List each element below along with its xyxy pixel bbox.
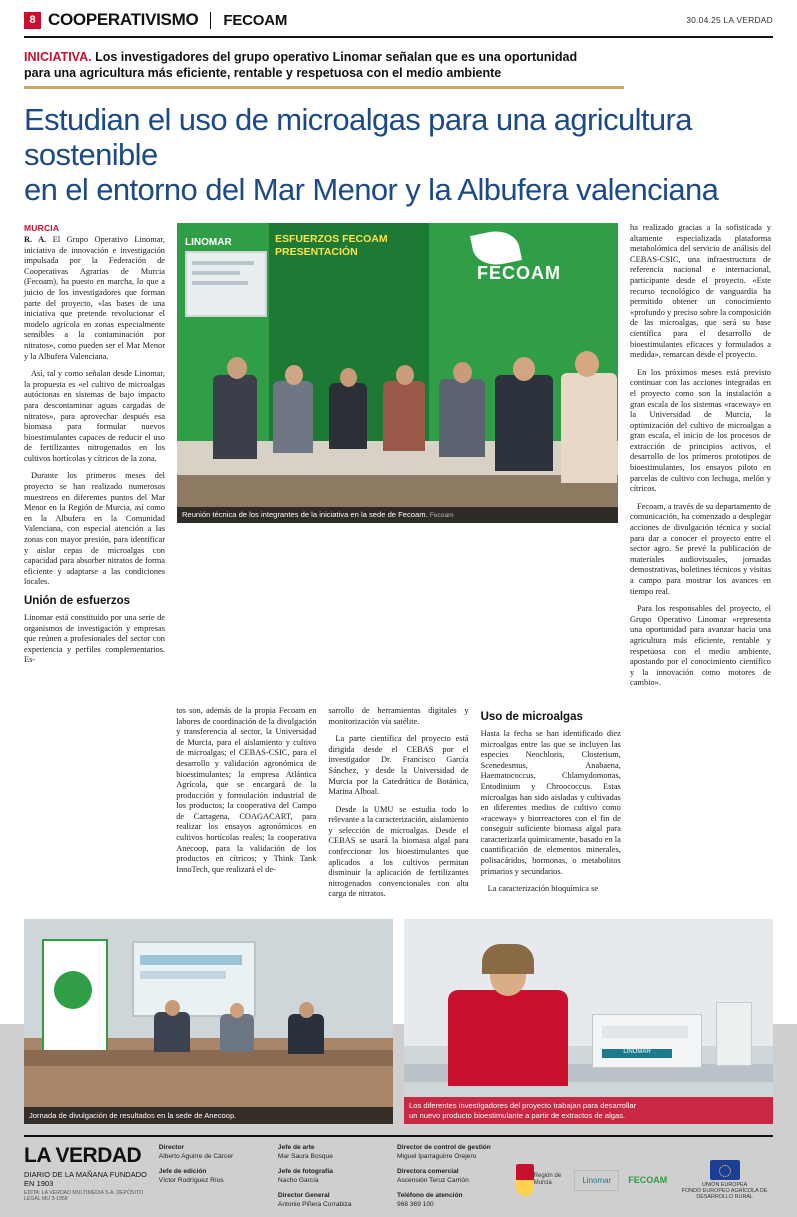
section-title: COOPERATIVISMO xyxy=(48,10,199,29)
staff-name: Alberto Aguirre de Cárcer xyxy=(158,1152,234,1160)
col3-para-2: La parte científica del proyecto está dirigida desde el CEBAS por el investigador Dr. Francisco García Sánchez, y desde la Universidad de Murcia por la Catedrática de Botánica, Marina Alboal. xyxy=(328,734,469,797)
slide-line-1 xyxy=(140,955,242,965)
attendee-2 xyxy=(220,1014,254,1052)
col5-para-2: En los próximos meses está previsto continuar con las acciones integradas en el proyecto como son la instalación a gran escala de los sistemas «raceway» en la Universidad de Murcia, la optimización del cultivo de microalgas a gran escala, el inicio de los procesos de extracción de principios activos, el desarrollo de los primeros prototipos de bioestimulantes, los ensayos piloto en parcelas de cultivo con lechuga, melón y cítricos. xyxy=(630,367,771,494)
eu-flag-icon xyxy=(710,1160,740,1180)
lower-right-caption-line-2: un nuevo producto bioestimulante a partir de extractos de algas. xyxy=(409,1110,626,1120)
lower-right-caption xyxy=(404,1097,773,1124)
main-photo-caption xyxy=(177,507,618,523)
instrument-label: LINOMAR xyxy=(602,1049,672,1058)
region-murcia-label: Región de Murcia xyxy=(533,1173,562,1187)
screen-line-2 xyxy=(192,271,240,275)
staff-role: Director xyxy=(158,1144,185,1152)
col2-para-1: tos son, además de la propia Fecoam en labores de coordinación de la divulgación y transferencia al sector, la Universidad de Murcia, para el aislamiento y cultivo de microalgas; el CEBAS-CSIC, para el desarrollo y validación agronómica de bioestimulantes; la empresa Atlántica Agrícola, que se encargará de la producción y formulación industrial de los productos; la cooperativa del Campo de Cartagena, COAGACART, para realizar los ensayos agronómicos en cultivos hortícolas reales; la cooperativa Anecoop, para la validación de los productos en cítricos; y Think Tank InnoTech, que realizará el de- xyxy=(176,705,317,874)
staff-entry xyxy=(397,1168,516,1185)
person-4-head xyxy=(396,365,414,385)
attendee-3 xyxy=(288,1014,324,1054)
col5-para-3: Fecoam, a través de su departamento de comunicación, ha comenzado a desplegar acciones de divulgación técnica y social para dar a conocer el proyecto entre el sector agro. Se prevé la publicación de materiales audiovisuales, jornadas demostrativas, boletines técnicos y visitas a campo para mostrar los avances en tiempo real. xyxy=(630,501,771,596)
attendee-1-head xyxy=(165,1000,180,1016)
col5-para-4: Para los responsables del proyecto, el Grupo Operativo Linomar «representa una oportunidad para avanzar hacia una agricultura más eficiente, rentable y respetuosa con el medio ambiente, apostando por el conocimiento científico y la innovación como motores de cambio». xyxy=(630,604,771,688)
person-6-head xyxy=(513,357,535,381)
col1-para-3: Durante los primeros meses del proyecto se han realizado numerosos muestreos en diferentes puntos del Mar Menor en la Región de Murcia, así como en la Albufera en la Comunidad Valenciana, con especial atención a las zonas con mayor presión, para identificar y aislar cepas de microalgas con capacidad para absorber nitratos de forma eficiente y adaptarse a las condiciones locales. xyxy=(24,471,165,587)
person-1-head xyxy=(227,357,247,379)
column-4 xyxy=(481,706,621,907)
instrument-display xyxy=(602,1026,688,1038)
column-1 xyxy=(24,223,165,696)
col4-para-1: Hasta la fecha se han identificado diez microalgas entre las que se incluyen las especies Neochloris, Closterium, Scenedesmus, Anabaena, Haematococcus, Chlamydomonas, Entodinium y Chroococcus. Estas microalgas han sido aisladas y cultivadas en diferentes medios de cultivo como «raceway» y biorreactores con el fin de conseguir suficiente biomasa algal para caracterizarla químicamente, basado en la cuantificación de elementos minerales, polisacáridos, hormonas, o metabolitos primarios y secundarios. xyxy=(480,728,621,876)
kicker-label: INICIATIVA. xyxy=(24,50,92,64)
page-title xyxy=(24,102,773,207)
presentation-screen xyxy=(185,251,267,317)
person-5 xyxy=(439,379,485,457)
region-murcia-logo xyxy=(516,1163,565,1197)
date-line: 30.04.25 LA VERDAD xyxy=(686,15,773,25)
staff-entry xyxy=(278,1144,397,1161)
col1-para-1: El Grupo Operativo Linomar, iniciativa de innovación e investigación impulsada por la Federación de Cooperativas Agrarias de Murcia (Fecoam), ha puesto en marcha, lo que a juicio de los investigadores que forman parte del proyecto, «las bases de una iniciativa que pretende revolucionar el modelo agrícola en zonas especialmente sensibles a la contaminación por nitratos», como pueden ser el Mar Menor y la Albufera Valenciana. xyxy=(24,235,166,361)
person-6 xyxy=(495,375,553,471)
footer-staff-col-1 xyxy=(159,1144,278,1217)
person-3 xyxy=(329,383,367,449)
masthead xyxy=(24,10,773,38)
table-edge xyxy=(24,1050,393,1066)
column-1-text xyxy=(24,235,165,588)
staff-name: Víctor Rodríguez Ríos xyxy=(158,1176,224,1184)
column-4-text xyxy=(481,729,621,895)
lower-left-photo xyxy=(24,919,393,1124)
lab-bottle xyxy=(716,1002,752,1066)
col4-para-2: La caracterización bioquímica se xyxy=(487,884,599,894)
staff-role: Directora comercial xyxy=(397,1168,459,1176)
researcher-hair xyxy=(482,944,534,974)
staff-role: Jefe de arte xyxy=(277,1144,315,1152)
staff-name: Antonio Piñera Corrabiza xyxy=(277,1201,352,1208)
attendee-3-head xyxy=(299,1002,314,1018)
researcher-body xyxy=(448,990,568,1086)
shield-icon xyxy=(516,1164,534,1196)
main-photo-caption-text: Reunión técnica de los integrantes de la iniciativa en la sede de Fecoam. xyxy=(182,510,428,519)
footer-brand xyxy=(24,1144,159,1217)
article-mid-block xyxy=(24,706,773,907)
col3-para-1: sarrollo de herramientas digitales y monitorización vía satélite. xyxy=(328,705,469,726)
headline-line-1: Estudian el uso de microalgas para una agricultura sostenible xyxy=(24,102,692,172)
staff-name: 968 369 100 xyxy=(397,1201,434,1208)
lower-left-caption: Jornada de divulgación de resultados en la sede de Anecoop. xyxy=(24,1107,393,1125)
column-5 xyxy=(630,223,771,696)
eu-funding-logo xyxy=(676,1160,773,1200)
column-1b-text xyxy=(24,613,165,666)
column-5-text xyxy=(630,223,771,689)
masthead-divider xyxy=(210,12,211,29)
footer-brand-sub: DIARIO DE LA MAÑANA FUNDADO EN 1903 xyxy=(24,1170,148,1189)
col1b-para-1: Linomar está constituido por una serie de organismos de investigación y empresas que reúnen a profesionales del sector con experiencia y perfiles complementarios. Es- xyxy=(24,613,165,665)
fecoam-footer-logo: FECOAM xyxy=(628,1175,668,1186)
column-1-spacer xyxy=(24,706,164,907)
lower-right-caption-line-1: Los diferentes investigadores del proyecto trabajan para desarrollar xyxy=(409,1101,637,1111)
headline-line-2: en el entorno del Mar Menor y la Albufera valenciana xyxy=(24,172,719,207)
linomar-logo: Linomar xyxy=(574,1170,619,1191)
person-2 xyxy=(273,381,313,453)
footer-legal: EDITA: LA VERDAD MULTIMEDIA S.A. DEPÓSITO LEGAL MU 3-1958 xyxy=(24,1190,144,1203)
person-5-head xyxy=(453,362,472,383)
main-photo-scene xyxy=(177,223,618,523)
lower-right-photo xyxy=(404,919,773,1124)
staff-role: Jefe de fotografía xyxy=(277,1168,333,1176)
col1-para-2: Así, tal y como señalan desde Linomar, la propuesta es «el cultivo de microalgas autóctonas en sistemas de bajo impacto para descontaminar aguas cargadas de nitratos», para aprovechar después esa biomasa para formular nuevos bioestimulantes capaces de reducir el uso de fertilizantes nitrogenados en los cultivos hortícolas y cítricos de la zona. xyxy=(24,369,165,463)
kicker-text xyxy=(24,49,624,81)
person-2-head xyxy=(285,365,303,385)
kicker-line-2: para una agricultura más eficiente, rentable y respetuosa con el medio ambiente xyxy=(24,66,502,80)
staff-name: Ascensión Teruz Carrión xyxy=(397,1176,469,1184)
staff-entry xyxy=(159,1144,278,1161)
page-number: 8 xyxy=(24,12,41,29)
footer-staff-col-2 xyxy=(278,1144,397,1217)
column-2 xyxy=(176,706,316,907)
staff-role: Director General xyxy=(277,1192,330,1200)
person-3-head xyxy=(340,368,357,387)
banner-circle-icon xyxy=(54,971,92,1009)
subhead-uso-de-microalgas: Uso de microalgas xyxy=(480,710,583,723)
column-3 xyxy=(328,706,468,907)
banner-left-text: LINOMAR xyxy=(185,237,232,248)
staff-role: Director de control de gestión xyxy=(397,1144,491,1152)
attendee-1 xyxy=(154,1012,190,1052)
byline: R. A. xyxy=(24,235,47,244)
footer-brand-name: LA VERDAD xyxy=(24,1144,142,1168)
footer-staff-col-3 xyxy=(397,1144,516,1217)
column-3-text xyxy=(328,706,468,900)
person-1 xyxy=(213,375,257,459)
staff-name: Miguel Iparraguirre Orejero xyxy=(397,1152,477,1160)
attendee-2-head xyxy=(230,1003,244,1018)
person-7-head xyxy=(575,351,599,377)
kicker-block xyxy=(24,49,624,89)
main-photo xyxy=(177,223,618,523)
main-photo-credit: Fecoam xyxy=(429,512,454,519)
staff-entry xyxy=(278,1168,397,1185)
eu-line-1: UNIÓN EUROPEA xyxy=(702,1182,748,1189)
slide-line-2 xyxy=(140,971,226,979)
staff-role: Teléfono de atención xyxy=(397,1192,463,1200)
banner-mid-text: ESFUERZOS FECOAM PRESENTACIÓN xyxy=(275,233,388,258)
screen-line-3 xyxy=(192,281,248,285)
staff-entry xyxy=(397,1192,516,1209)
staff-entry xyxy=(397,1144,516,1161)
eu-line-2: FONDO EUROPEO AGRÍCOLA DE DESARROLLO RURAL xyxy=(681,1188,768,1201)
lower-photo-row xyxy=(24,919,773,1124)
staff-name: Mar Saura Bosque xyxy=(277,1152,333,1160)
footer-logos xyxy=(516,1144,773,1217)
fecoam-logo-text: FECOAM xyxy=(477,263,561,283)
lab-instrument xyxy=(592,1014,702,1068)
person-4 xyxy=(383,381,425,451)
staff-entry xyxy=(278,1192,397,1209)
col5-para-1: ha realizado gracias a la sofisticada y altamente especializada plataforma metabolómica del servicio de análisis del CEBAS-CSIC, una infraestructura de referencia nacional e internacional, participante desde el proyecto. «Este recurso tecnológico de vanguardia ha permitido obtener un conocimiento «profundo y preciso sobre la composición de las microalgas, que será su base científica para el desarrollo de bioestimulantes eficaces y formulados a medida», remarcan desde el proyecto. xyxy=(630,223,771,360)
subhead-union-de-esfuerzos: Unión de esfuerzos xyxy=(24,595,131,607)
subsection-title: FECOAM xyxy=(223,11,288,29)
dateline-place: MURCIA xyxy=(24,223,60,233)
col3-para-3: Desde la UMU se estudia todo lo relevante a la caracterización, aislamiento y selección de microalgas. Desde el CEBAS se usará la biomasa algal para confeccionar los bioestimulantes que aplicados a los cultivos permitan disminuir la aplicación de fertilizantes nitrogenados convencionales con alta carga de nitratos. xyxy=(328,804,469,899)
person-7 xyxy=(561,373,617,483)
staff-entry xyxy=(159,1168,278,1185)
column-2-text xyxy=(176,706,316,876)
staff-name: Nacho García xyxy=(277,1176,319,1184)
staff-role: Jefe de edición xyxy=(158,1168,207,1176)
screen-line-1 xyxy=(192,261,254,265)
kicker-line-1: Los investigadores del grupo operativo Linomar señalan que es una oportunidad xyxy=(95,50,578,64)
article-top-block xyxy=(24,223,773,696)
page-footer xyxy=(24,1135,773,1217)
column-5-spacer xyxy=(633,706,773,907)
